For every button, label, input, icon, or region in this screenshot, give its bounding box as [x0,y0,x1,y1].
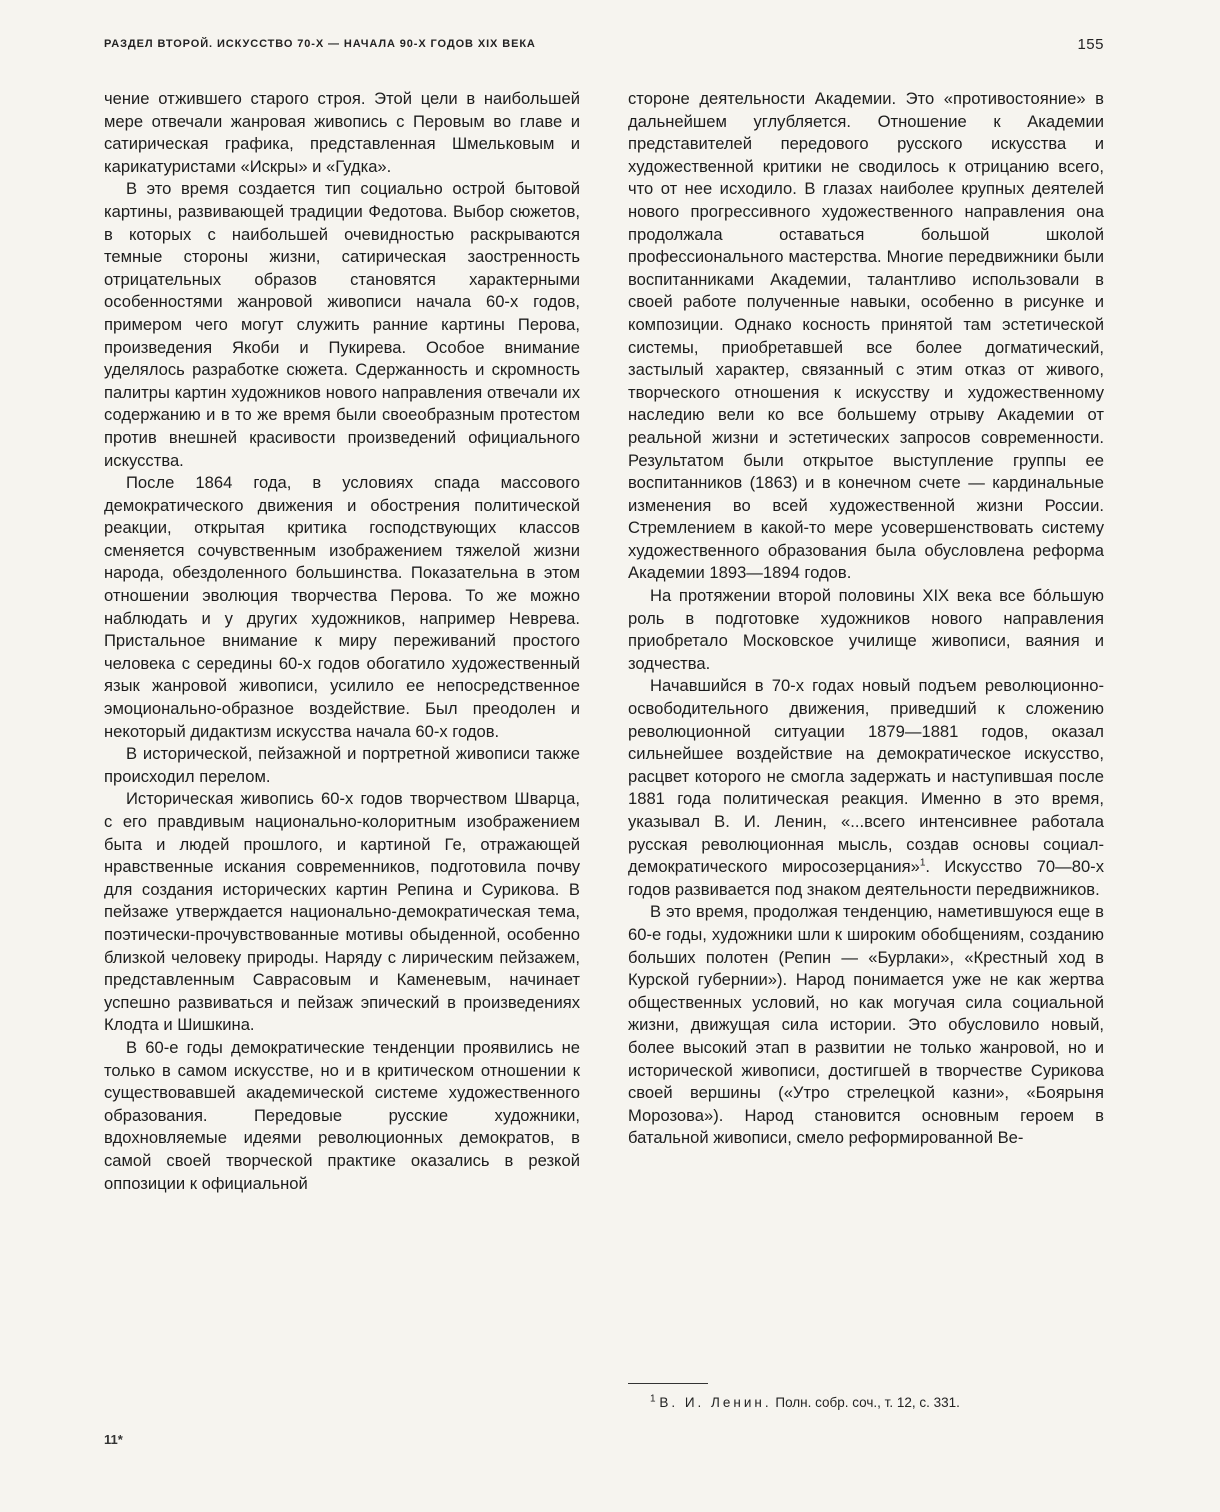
paragraph-text: . Искусство 70—80-х годов развивается под знаком деятельности передвижников. [628,857,1104,899]
left-column [104,88,580,1195]
page-number: 155 [1077,36,1104,53]
footnote-divider [628,1383,708,1384]
paragraph: В это время, продолжая тенденцию, наметившуюся еще в 60-е годы, художники шли к широким обобщениям, созданию больших полотен (Репин — «Бурлаки», «Крестный ход в Курской губернии»). Народ понимается уже не как жертва общественных условий, но как могучая сила социальной жизни, движущая сила истории. Это обусловило новый, более высокий этап в развитии не только жанровой, но и исторической живописи, достигшей в творчестве Сурикова своей вершины («Утро стрелецкой казни», «Боярыня Морозова»). Народ становится основным героем в батальной живописи, смело реформированной Ве- [628,902,1104,1148]
footnote-marker: 1 [650,1393,656,1405]
running-head: РАЗДЕЛ ВТОРОЙ. ИСКУССТВО 70-Х — НАЧАЛА 90-Х ГОДОВ XIX ВЕКА [104,38,536,50]
paragraph: чение отжившего старого строя. Этой цели в наибольшей мере отвечали жанровая живопись с Перовым во главе и сатирическая графика, представленная Шмельковым и карикатуристами «Искры» и «Гудка». [104,89,580,176]
paragraph: В это время создается тип социально острой бытовой картины, развивающей традиции Федотова. Выбор сюжетов, в которых с наибольшей очевидностью раскрываются темные стороны жизни, сатирическая заостренность отрицательных образов становятся характерными особенностями жанровой живописи начала 60-х годов, примером чего могут служить ранние картины Перова, произведения Якоби и Пукирева. Особое внимание уделялось разработке сюжета. Сдержанность и скромность палитры картин художников нового направления отвечали их содержанию и в то же время были своеобразным протестом против внешней красивости произведений официального искусства. [104,179,580,470]
paragraph: стороне деятельности Академии. Это «противостояние» в дальнейшем углубляется. Отношение к Академии представителей передового русского искусства и художественной критики не сводилось к отрицанию всего, что от нее исходило. В глазах наиболее крупных деятелей нового прогрессивного художественного направления она продолжала оставаться большой школой профессионального мастерства. Многие передвижники были воспитанниками Академии, талантливо использовали в своей работе полученные навыки, особенно в рисунке и композиции. Однако косность принятой там эстетической системы, приобретавшей все более догматический, застылый характер, связанный с этим отказ от живого, творческого отношения к искусству и художественному наследию вели ко все большему отрыву Академии от реальной жизни и эстетических запросов современности. Результатом были открытое выступление группы ее воспитанников (1863) и в конечном счете — кардинальные изменения во всей художественной жизни России. Стремлением в какой-то мере усовершенствовать систему художественного образования была обусловлена реформа Академии 1893—1894 годов. [628,89,1104,583]
footnote-citation: Полн. собр. соч., т. 12, с. 331. [775,1395,960,1410]
printer-signature: 11* [104,1432,123,1447]
paragraph: В исторической, пейзажной и портретной живописи также происходил перелом. [104,744,580,786]
paragraph: Историческая живопись 60-х годов творчеством Шварца, с его правдивым национально-колоритным изображением быта и людей прошлого, и картиной Ге, отражающей нравственные искания современников, подготовила почву для создания исторических картин Репина и Сурикова. В пейзаже утверждается национально-демократическая тема, поэтически-прочувствованные мотивы обыденной, особенно близкой человеку природы. Наряду с лирическим пейзажем, представленным Саврасовым и Каменевым, начинает успешно развиваться и пейзаж эпический в произведениях Клодта и Шишкина. [104,789,580,1035]
paragraph-text: Начавшийся в 70-х годах новый подъем революционно-освободительного движения, приведший к сложению революционной ситуации 1879—1881 годов, оказал сильнейшее воздействие на демократическое искусство, расцвет которого не смогла задержать и наступившая после 1881 года политическая реакция. Именно в это время, указывал В. И. Ленин, «...всего интенсивнее работала русская революционная мысль, создав основы социал-демократического миросозерцания» [628,676,1104,877]
right-column [628,88,1104,1150]
paragraph: В 60-е годы демократические тенденции проявились не только в самом искусстве, но и в критическом отношении к существовавшей академической системе художественного образования. Передовые русские художники, вдохновляемые идеями революционных демократов, в самой своей творческой практике оказались в резкой оппозиции к официальной [104,1037,580,1193]
footnote-author: В. И. Ленин. [659,1395,772,1410]
paragraph: На протяжении второй половины XIX века все бóльшую роль в подготовке художников нового направления приобретало Московское училище живописи, ваяния и зодчества. [628,586,1104,673]
paragraph-with-footnote [628,675,1104,901]
footnote [628,1394,1104,1412]
paragraph: После 1864 года, в условиях спада массового демократического движения и обострения политической реакции, открытая критика господствующих классов сменяется сочувственным изображением тяжелой жизни народа, обездоленного большинства. Показательна в этом отношении эволюция творчества Перова. То же можно наблюдать и у других художников, например Неврева. Пристальное внимание к миру переживаний простого человека с середины 60-х годов обогатило художественный язык жанровой живописи, усилило ее непосредственное эмоционально-образное воздействие. Был преодолен и некоторый дидактизм искусства начала 60-х годов. [104,473,580,741]
footnote-reference: 1 [919,857,926,869]
